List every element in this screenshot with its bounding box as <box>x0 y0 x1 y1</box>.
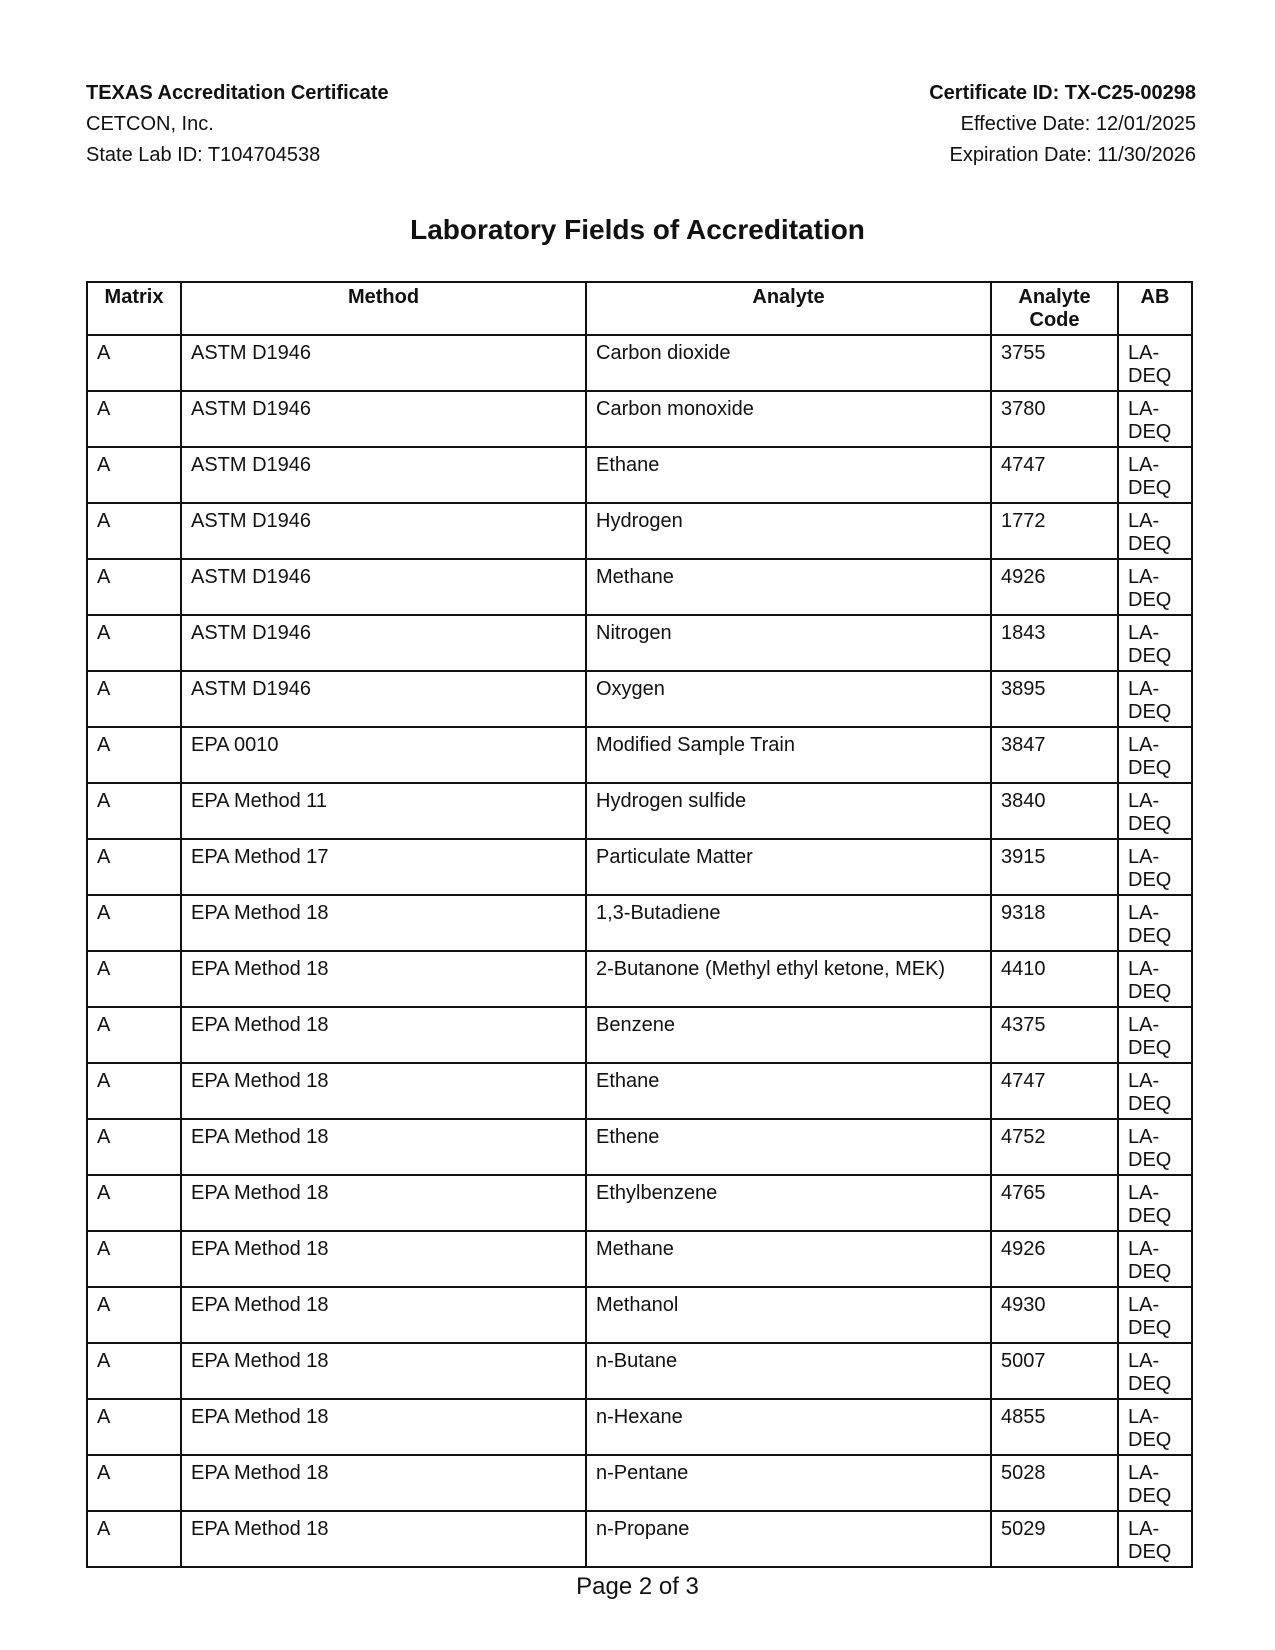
matrix-cell: A <box>87 447 181 503</box>
ab-cell: LA-DEQ <box>1118 391 1192 447</box>
method-cell: EPA Method 18 <box>181 1511 586 1567</box>
matrix-cell: A <box>87 895 181 951</box>
method-cell: ASTM D1946 <box>181 503 586 559</box>
matrix-cell: A <box>87 1063 181 1119</box>
analyte-code-cell: 4930 <box>991 1287 1118 1343</box>
matrix-cell: A <box>87 559 181 615</box>
header-right <box>929 78 1196 171</box>
certificate-header <box>86 78 1196 171</box>
table-row <box>87 391 1192 447</box>
method-cell: ASTM D1946 <box>181 615 586 671</box>
analyte-code-cell: 5007 <box>991 1343 1118 1399</box>
table-row <box>87 1511 1192 1567</box>
method-cell: EPA 0010 <box>181 727 586 783</box>
analyte-code-cell: 4926 <box>991 1231 1118 1287</box>
effective-date: Effective Date: 12/01/2025 <box>960 113 1196 135</box>
analyte-code-cell: 1772 <box>991 503 1118 559</box>
analyte-cell: n-Pentane <box>586 1455 991 1511</box>
table-row <box>87 1399 1192 1455</box>
table-row <box>87 1007 1192 1063</box>
analyte-cell: Ethane <box>586 1063 991 1119</box>
matrix-cell: A <box>87 839 181 895</box>
page-title: Laboratory Fields of Accreditation <box>410 214 865 245</box>
method-cell: EPA Method 18 <box>181 1063 586 1119</box>
table-row <box>87 839 1192 895</box>
ab-cell: LA-DEQ <box>1118 1007 1192 1063</box>
matrix-cell: A <box>87 1399 181 1455</box>
analyte-code-cell: 5029 <box>991 1511 1118 1567</box>
analyte-cell: Ethene <box>586 1119 991 1175</box>
analyte-code-cell: 4765 <box>991 1175 1118 1231</box>
method-cell: EPA Method 18 <box>181 1287 586 1343</box>
table-row <box>87 1287 1192 1343</box>
table-row <box>87 1343 1192 1399</box>
column-header-matrix: Matrix <box>87 282 181 335</box>
ab-cell: LA-DEQ <box>1118 1399 1192 1455</box>
matrix-cell: A <box>87 671 181 727</box>
table-row <box>87 559 1192 615</box>
matrix-cell: A <box>87 1007 181 1063</box>
ab-cell: LA-DEQ <box>1118 783 1192 839</box>
method-cell: EPA Method 18 <box>181 895 586 951</box>
analyte-code-cell: 4926 <box>991 559 1118 615</box>
table-body <box>87 335 1192 1567</box>
analyte-cell: n-Butane <box>586 1343 991 1399</box>
method-cell: EPA Method 18 <box>181 1175 586 1231</box>
analyte-code-cell: 4855 <box>991 1399 1118 1455</box>
ab-cell: LA-DEQ <box>1118 727 1192 783</box>
ab-cell: LA-DEQ <box>1118 1175 1192 1231</box>
matrix-cell: A <box>87 1511 181 1567</box>
table-header-row <box>87 282 1192 335</box>
ab-cell: LA-DEQ <box>1118 671 1192 727</box>
table-row <box>87 615 1192 671</box>
method-cell: EPA Method 18 <box>181 1007 586 1063</box>
matrix-cell: A <box>87 783 181 839</box>
matrix-cell: A <box>87 1343 181 1399</box>
column-header-method: Method <box>181 282 586 335</box>
analyte-cell: 1,3-Butadiene <box>586 895 991 951</box>
analyte-code-cell: 5028 <box>991 1455 1118 1511</box>
table-row <box>87 951 1192 1007</box>
matrix-cell: A <box>87 335 181 391</box>
method-cell: EPA Method 18 <box>181 1119 586 1175</box>
matrix-cell: A <box>87 727 181 783</box>
method-cell: EPA Method 11 <box>181 783 586 839</box>
analyte-cell: Methane <box>586 1231 991 1287</box>
matrix-cell: A <box>87 503 181 559</box>
method-cell: EPA Method 18 <box>181 1399 586 1455</box>
method-cell: ASTM D1946 <box>181 559 586 615</box>
column-header-ab: AB <box>1118 282 1192 335</box>
matrix-cell: A <box>87 951 181 1007</box>
method-cell: EPA Method 18 <box>181 1231 586 1287</box>
table-row <box>87 1063 1192 1119</box>
analyte-cell: Nitrogen <box>586 615 991 671</box>
table-row <box>87 1119 1192 1175</box>
method-cell: EPA Method 17 <box>181 839 586 895</box>
analyte-code-cell: 3840 <box>991 783 1118 839</box>
column-header-analyte: Analyte <box>586 282 991 335</box>
ab-cell: LA-DEQ <box>1118 559 1192 615</box>
method-cell: EPA Method 18 <box>181 1343 586 1399</box>
analyte-cell: n-Propane <box>586 1511 991 1567</box>
analyte-cell: Benzene <box>586 1007 991 1063</box>
analyte-code-cell: 4747 <box>991 1063 1118 1119</box>
analyte-cell: Modified Sample Train <box>586 727 991 783</box>
analyte-code-cell: 4747 <box>991 447 1118 503</box>
ab-cell: LA-DEQ <box>1118 895 1192 951</box>
table-row <box>87 447 1192 503</box>
ab-cell: LA-DEQ <box>1118 1511 1192 1567</box>
accreditation-table <box>86 281 1193 1568</box>
analyte-cell: Methanol <box>586 1287 991 1343</box>
table-row <box>87 783 1192 839</box>
method-cell: ASTM D1946 <box>181 447 586 503</box>
analyte-cell: Ethylbenzene <box>586 1175 991 1231</box>
ab-cell: LA-DEQ <box>1118 1119 1192 1175</box>
table-row <box>87 1455 1192 1511</box>
analyte-code-cell: 4375 <box>991 1007 1118 1063</box>
analyte-cell: Methane <box>586 559 991 615</box>
expiration-date: Expiration Date: 11/30/2026 <box>949 144 1196 166</box>
analyte-code-cell: 3847 <box>991 727 1118 783</box>
ab-cell: LA-DEQ <box>1118 1231 1192 1287</box>
analyte-cell: Particulate Matter <box>586 839 991 895</box>
ab-cell: LA-DEQ <box>1118 951 1192 1007</box>
matrix-cell: A <box>87 1455 181 1511</box>
ab-cell: LA-DEQ <box>1118 447 1192 503</box>
analyte-code-cell: 1843 <box>991 615 1118 671</box>
analyte-cell: Ethane <box>586 447 991 503</box>
analyte-cell: Carbon dioxide <box>586 335 991 391</box>
certificate-title: TEXAS Accreditation Certificate <box>86 82 389 104</box>
method-cell: ASTM D1946 <box>181 391 586 447</box>
analyte-code-cell: 3895 <box>991 671 1118 727</box>
analyte-code-cell: 9318 <box>991 895 1118 951</box>
page-number: Page 2 of 3 <box>576 1573 699 1600</box>
matrix-cell: A <box>87 1175 181 1231</box>
analyte-code-cell: 3915 <box>991 839 1118 895</box>
analyte-cell: n-Hexane <box>586 1399 991 1455</box>
matrix-cell: A <box>87 391 181 447</box>
ab-cell: LA-DEQ <box>1118 1455 1192 1511</box>
matrix-cell: A <box>87 1231 181 1287</box>
ab-cell: LA-DEQ <box>1118 1343 1192 1399</box>
analyte-cell: Hydrogen <box>586 503 991 559</box>
method-cell: ASTM D1946 <box>181 671 586 727</box>
table-row <box>87 1231 1192 1287</box>
ab-cell: LA-DEQ <box>1118 615 1192 671</box>
lab-name: CETCON, Inc. <box>86 113 214 135</box>
method-cell: ASTM D1946 <box>181 335 586 391</box>
analyte-code-cell: 4752 <box>991 1119 1118 1175</box>
table-row <box>87 895 1192 951</box>
ab-cell: LA-DEQ <box>1118 839 1192 895</box>
matrix-cell: A <box>87 615 181 671</box>
ab-cell: LA-DEQ <box>1118 503 1192 559</box>
analyte-cell: Oxygen <box>586 671 991 727</box>
analyte-code-cell: 4410 <box>991 951 1118 1007</box>
analyte-code-cell: 3780 <box>991 391 1118 447</box>
certificate-id: Certificate ID: TX-C25-00298 <box>929 82 1196 104</box>
table-row <box>87 503 1192 559</box>
ab-cell: LA-DEQ <box>1118 1063 1192 1119</box>
analyte-cell: Hydrogen sulfide <box>586 783 991 839</box>
column-header-analyte-code: Analyte Code <box>991 282 1118 335</box>
analyte-cell: 2-Butanone (Methyl ethyl ketone, MEK) <box>586 951 991 1007</box>
table-row <box>87 727 1192 783</box>
analyte-code-cell: 3755 <box>991 335 1118 391</box>
table-row <box>87 335 1192 391</box>
state-lab-id: State Lab ID: T104704538 <box>86 144 321 166</box>
ab-cell: LA-DEQ <box>1118 1287 1192 1343</box>
method-cell: EPA Method 18 <box>181 1455 586 1511</box>
matrix-cell: A <box>87 1119 181 1175</box>
matrix-cell: A <box>87 1287 181 1343</box>
analyte-cell: Carbon monoxide <box>586 391 991 447</box>
table-row <box>87 671 1192 727</box>
method-cell: EPA Method 18 <box>181 951 586 1007</box>
ab-cell: LA-DEQ <box>1118 335 1192 391</box>
header-left <box>86 78 389 171</box>
table-row <box>87 1175 1192 1231</box>
